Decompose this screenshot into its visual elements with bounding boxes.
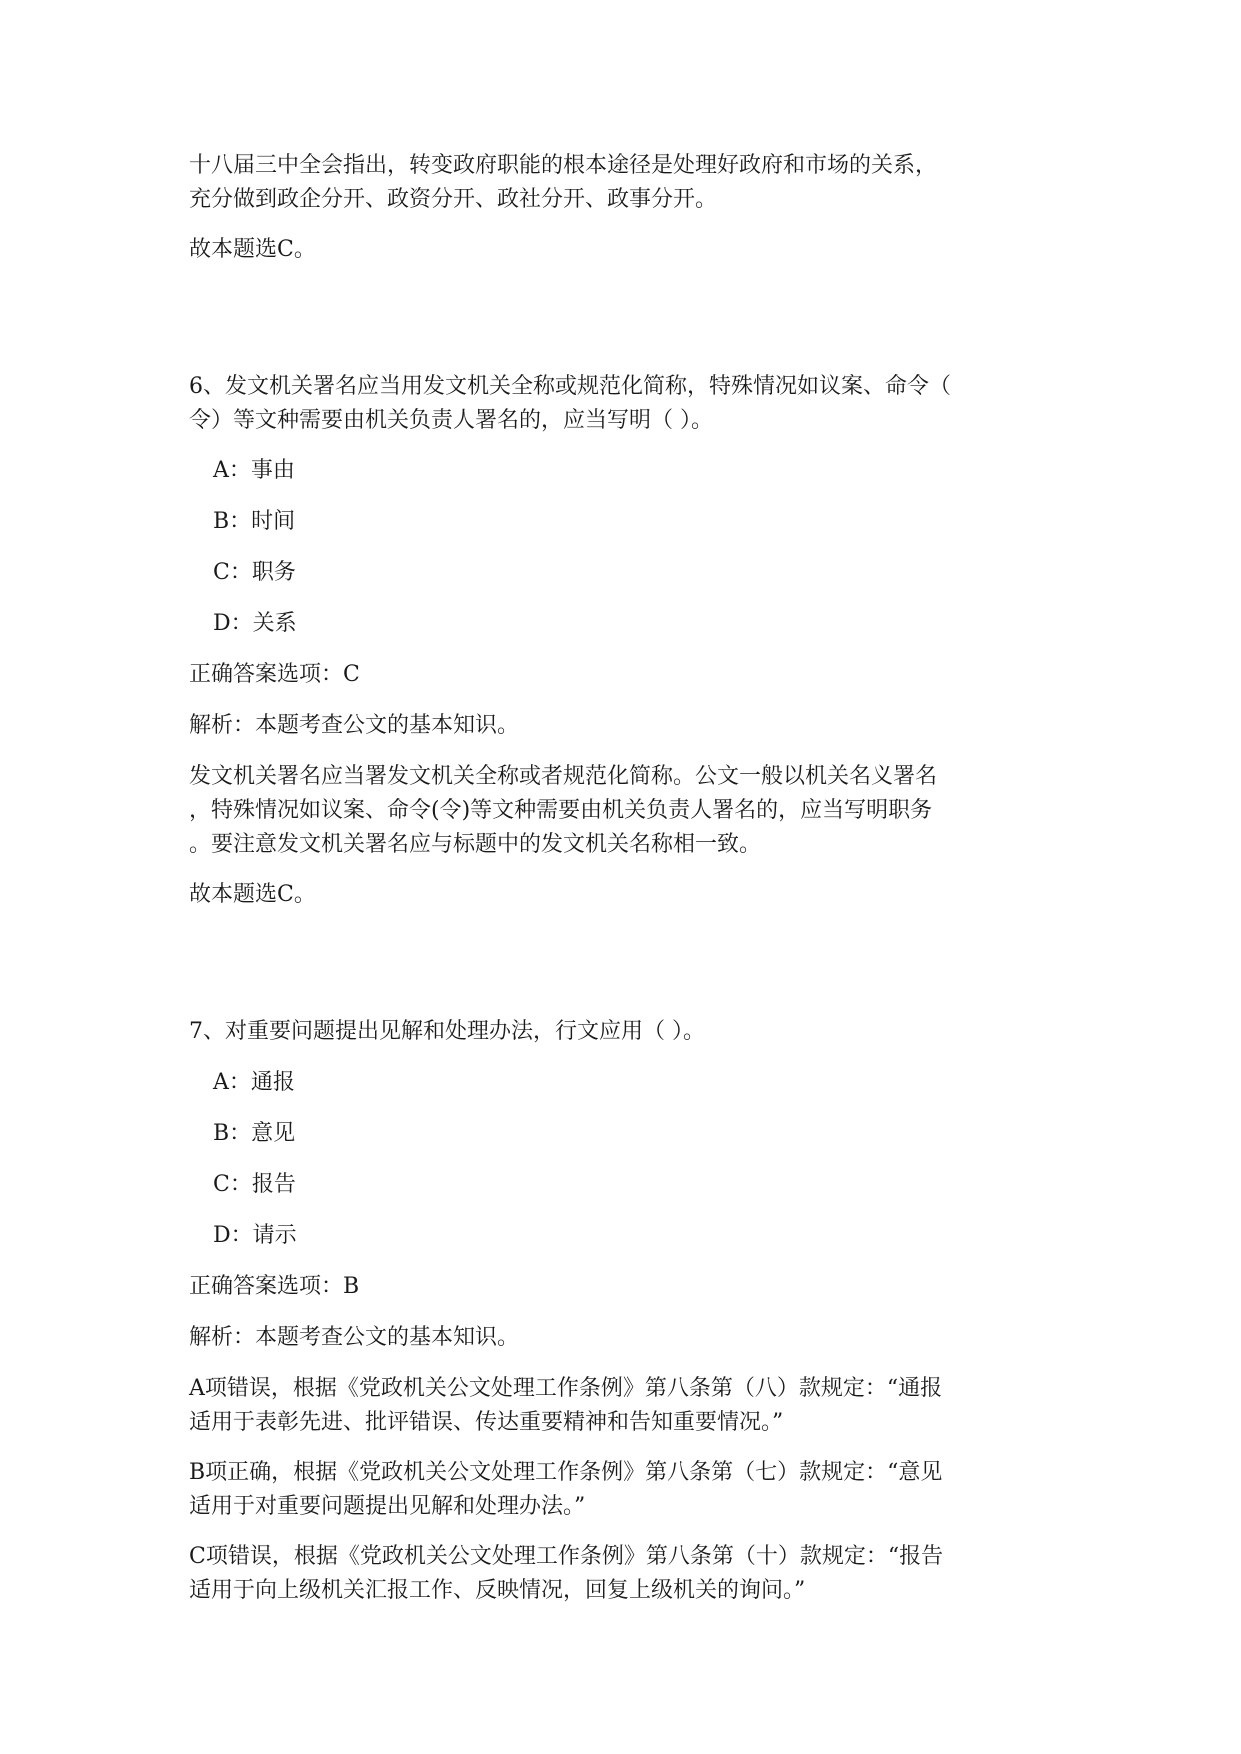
option-label: A：: [213, 1070, 251, 1095]
option-label: B：: [213, 509, 252, 534]
q7-answer: 正确答案选项：B: [189, 1274, 360, 1299]
q7-stem: 7、对重要问题提出见解和处理办法，行文应用（ ）。: [189, 1019, 705, 1044]
q7-item-a-line: 适用于表彰先进、批评错误、传达重要精神和告知重要情况。”: [189, 1410, 784, 1435]
q6-stem-line: 6、发文机关署名应当用发文机关全称或规范化简称，特殊情况如议案、命令（: [189, 374, 951, 399]
option-text: 意见: [251, 1121, 296, 1146]
option-label: C：: [213, 560, 252, 585]
q6-explanation-line: 发文机关署名应当署发文机关全称或者规范化简称。公文一般以机关名义署名: [189, 764, 938, 789]
q7-item-b-line: 适用于对重要问题提出见解和处理办法。”: [189, 1494, 586, 1519]
intro-conclusion: 故本题选C。: [189, 237, 316, 262]
option-label: A：: [213, 458, 251, 483]
option-text: 职务: [251, 560, 296, 585]
option-text: 事由: [250, 458, 295, 483]
q6-option-b: [213, 505, 295, 539]
option-text: 通报: [250, 1070, 295, 1095]
intro-line: 十八届三中全会指出，转变政府职能的根本途径是处理好政府和市场的关系，: [189, 153, 938, 178]
q6-option-c: [213, 556, 296, 590]
option-label: D：: [213, 1223, 253, 1248]
q7-item-c-line: C项错误，根据《党政机关公文处理工作条例》第八条第（十）款规定：“报告: [189, 1544, 944, 1569]
q6-option-d: [213, 607, 297, 641]
option-text: 关系: [252, 611, 297, 636]
q7-option-d: [213, 1219, 297, 1253]
q7-item-b-line: B项正确，根据《党政机关公文处理工作条例》第八条第（七）款规定：“意见: [189, 1460, 943, 1485]
q7-option-b: [213, 1117, 295, 1151]
option-label: C：: [213, 1172, 252, 1197]
option-text: 时间: [251, 509, 296, 534]
q7-option-c: [213, 1168, 296, 1202]
q6-analysis: 解析：本题考查公文的基本知识。: [189, 713, 520, 738]
option-text: 报告: [251, 1172, 296, 1197]
q6-answer: 正确答案选项：C: [189, 662, 360, 687]
option-label: D：: [213, 611, 253, 636]
q7-option-a: [213, 1066, 295, 1100]
q6-stem-line: 令）等文种需要由机关负责人署名的，应当写明（ ）。: [189, 408, 713, 433]
option-text: 请示: [252, 1223, 297, 1248]
q7-item-c-line: 适用于向上级机关汇报工作、反映情况，回复上级机关的询问。”: [189, 1578, 806, 1603]
q6-explanation-line: 。要注意发文机关署名应与标题中的发文机关名称相一致。: [189, 832, 762, 857]
q7-item-a-line: A项错误，根据《党政机关公文处理工作条例》第八条第（八）款规定：“通报: [189, 1376, 943, 1401]
q6-explanation-line: ，特殊情况如议案、命令(令)等文种需要由机关负责人署名的，应当写明职务: [189, 798, 933, 823]
q7-analysis: 解析：本题考查公文的基本知识。: [189, 1325, 520, 1350]
intro-line: 充分做到政企分开、政资分开、政社分开、政事分开。: [189, 187, 718, 212]
q6-option-a: [213, 454, 295, 488]
q6-conclusion: 故本题选C。: [189, 882, 316, 907]
option-label: B：: [213, 1121, 252, 1146]
